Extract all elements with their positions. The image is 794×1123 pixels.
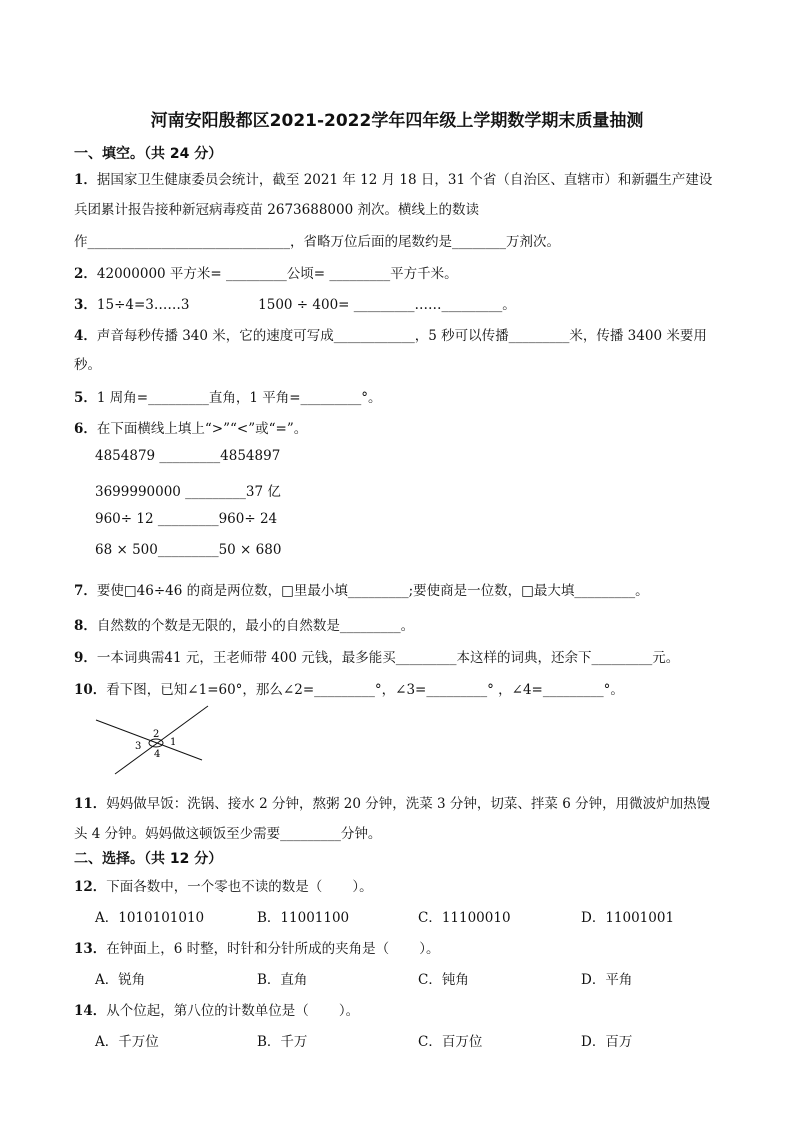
question-4-line-1 xyxy=(74,324,707,344)
question-text: 从个位起，第八位的计数单位是（ ）。 xyxy=(106,1003,360,1019)
question-8 xyxy=(74,614,414,634)
question-number: 14． xyxy=(74,1003,107,1019)
section-heading-fill-blank: 一、填空。（共 24 分） xyxy=(74,146,223,162)
comparison-item: 68 × 500_________50 × 680 xyxy=(95,542,282,558)
question-1-line-3: 作______________________________，省略万位后面的尾数约是________万剂次。 xyxy=(74,234,560,250)
question-number: 3． xyxy=(74,297,97,313)
question-text: 自然数的个数是无限的，最小的自然数是_________。 xyxy=(96,618,415,634)
question-number: 4． xyxy=(74,328,97,344)
question-4-line-2: 秒。 xyxy=(74,357,101,373)
option-b: B．11001100 xyxy=(257,910,350,926)
option-a: A．千万位 xyxy=(95,1034,159,1050)
question-6 xyxy=(74,417,307,437)
question-number: 13． xyxy=(74,941,107,957)
question-5 xyxy=(74,386,382,406)
angle-label-2: 2 xyxy=(153,729,160,740)
intersecting-lines-figure xyxy=(90,700,220,780)
question-3 xyxy=(74,293,516,313)
option-c: C．百万位 xyxy=(418,1034,483,1050)
question-text: 下面各数中，一个零也不读的数是（ ）。 xyxy=(106,879,373,895)
angle-label-3: 3 xyxy=(135,741,142,752)
comparison-item: 960÷ 12 _________960÷ 24 xyxy=(95,511,278,527)
option-d: D．11001001 xyxy=(581,910,675,926)
question-number: 9． xyxy=(74,650,97,666)
question-number: 1． xyxy=(74,172,97,188)
question-number: 10． xyxy=(74,682,107,698)
question-number: 7． xyxy=(74,583,97,599)
option-a: A．锐角 xyxy=(95,972,146,988)
option-a: A．1010101010 xyxy=(95,910,205,926)
question-1-line-1 xyxy=(74,168,712,188)
option-c: C．钝角 xyxy=(418,972,469,988)
question-text: 在下面横线上填上“>”“<”或“=”。 xyxy=(96,421,308,437)
question-2 xyxy=(74,262,458,282)
question-11-line-2: 头 4 分钟。妈妈做这顿饭至少需要_________分钟。 xyxy=(74,826,382,842)
comparison-item: 3699990000 _________37 亿 xyxy=(95,484,281,500)
question-text: 看下图，已知∠1=60°，那么∠2=_________°，∠3=_________° ，∠4=_________°。 xyxy=(106,682,624,698)
question-10 xyxy=(74,678,624,698)
question-number: 6． xyxy=(74,421,97,437)
line-a xyxy=(96,720,202,760)
page-title: 河南安阳殷都区2021-2022学年四年级上学期数学期末质量抽测 xyxy=(150,111,644,131)
question-1-line-2: 兵团累计报告接种新冠病毒疫苗 2673688000 剂次。横线上的数读 xyxy=(74,202,479,218)
option-b: B．千万 xyxy=(257,1034,308,1050)
question-11-line-1 xyxy=(74,792,710,812)
question-number: 5． xyxy=(74,390,97,406)
question-text: 据国家卫生健康委员会统计，截至 2021 年 12 月 18 日，31 个省（自治区、直辖市）和新疆生产建设 xyxy=(96,172,713,188)
question-14 xyxy=(74,999,359,1019)
comparison-item: 4854879 _________4854897 xyxy=(95,448,281,464)
question-13 xyxy=(74,937,439,957)
question-12 xyxy=(74,875,373,895)
question-9 xyxy=(74,646,679,666)
section-heading-choice: 二、选择。（共 12 分） xyxy=(74,851,223,867)
option-d: D．平角 xyxy=(581,972,633,988)
question-number: 2． xyxy=(74,266,97,282)
question-text: 在钟面上，6 时整，时针和分针所成的夹角是（ ）。 xyxy=(106,941,440,957)
angle-label-4: 4 xyxy=(154,749,161,760)
question-number: 11． xyxy=(74,796,107,812)
question-text: 要使□46÷46 的商是两位数，□里最小填_________;要使商是一位数，□最大填_________。 xyxy=(96,583,649,599)
question-text: 妈妈做早饭：洗锅、接水 2 分钟，熬粥 20 分钟，洗菜 3 分钟，切菜、拌菜 6 分钟，用微波炉加热馒 xyxy=(106,796,711,812)
question-text: 声音每秒传播 340 米，它的速度可写成____________，5 秒可以传播_________米，传播 3400 米要用 xyxy=(96,328,707,344)
question-text: 1 周角=_________直角，1 平角=_________°。 xyxy=(96,390,382,406)
angle-label-1: 1 xyxy=(170,737,177,748)
option-b: B．直角 xyxy=(257,972,308,988)
question-7 xyxy=(74,579,649,599)
question-number: 8． xyxy=(74,618,97,634)
question-number: 12． xyxy=(74,879,107,895)
option-d: D．百万 xyxy=(581,1034,633,1050)
question-text: 42000000 平方米= _________公顷= _________平方千米。 xyxy=(96,266,458,282)
option-c: C．11100010 xyxy=(418,910,511,926)
question-text: 15÷4=3……3 1500 ÷ 400= _________……_________。 xyxy=(96,297,516,313)
question-text: 一本词典需41 元，王老师带 400 元钱，最多能买_________本这样的词典，还余下_________元。 xyxy=(96,650,680,666)
